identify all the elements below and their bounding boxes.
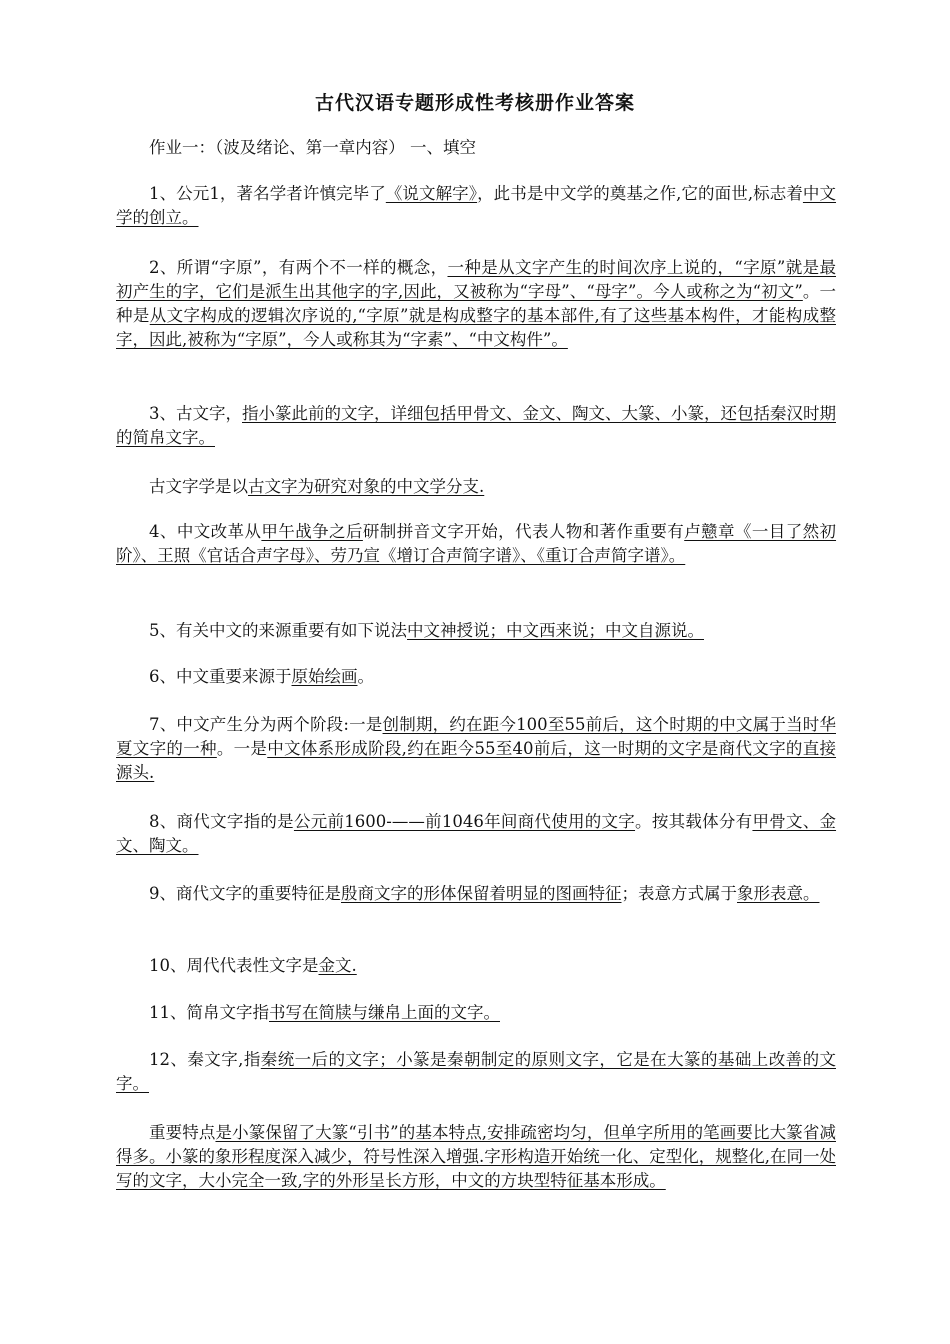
answer-text: 一种是从文字产生的时间次序上说的，“字原”就是最初产生的字，它们是派生出其他字的字,因此，又被称为“字母”、“母字”。今人或称之为“初文” bbox=[116, 258, 836, 301]
question-text: 9、商代文字的重要特征是 bbox=[149, 884, 341, 903]
question-text: 2、所谓“字原”，有两个不一样的概念， bbox=[149, 258, 448, 277]
answer-text: 甲骨文、金文、陶文。 bbox=[116, 812, 837, 855]
answer-text: 《说文解字》 bbox=[385, 184, 478, 203]
answer-text: 公元前1600-——前1046年间商代使用的文字 bbox=[293, 812, 636, 831]
question-11 bbox=[116, 1001, 836, 1025]
question-10 bbox=[116, 954, 836, 978]
answer-text: 中文学的创立。 bbox=[116, 184, 837, 227]
question-text: 。按其载体分有 bbox=[635, 812, 753, 831]
question-text: 重要特点 bbox=[149, 1123, 216, 1142]
answer-text: 原始绘画 bbox=[291, 667, 358, 686]
question-8 bbox=[116, 810, 836, 858]
answer-text: 象形表意。 bbox=[737, 884, 820, 903]
answer-text: 殷商文字的形体保留着明显的图画特征 bbox=[341, 884, 622, 903]
section-heading bbox=[116, 136, 836, 160]
key-features bbox=[116, 1121, 836, 1193]
question-7 bbox=[116, 713, 836, 785]
question-text: 。一是 bbox=[216, 739, 268, 758]
question-2 bbox=[116, 256, 836, 352]
answer-text: 古文字为研究对象的中文学分支. bbox=[248, 477, 485, 496]
answer-text: 卢戆章《一目了然初阶》、王照《官话合声字母》、劳乃宣《增订合声简字谱》、《重订合声简字谱》。 bbox=[116, 522, 837, 565]
question-text: 4、中文改革从 bbox=[149, 522, 262, 541]
answer-text: 从文字构成的逻辑次序说的,“字原”就是构成整字的基本部件,有了这些基本构件，才能构成整字，因此,被称为“字原”，今人或称其为“字素”、“中文构件”。 bbox=[116, 306, 836, 349]
question-text: 。一种是 bbox=[116, 282, 837, 325]
question-text: 5、有关中文的来源重要有如下说法 bbox=[149, 621, 407, 640]
question-text: 3、古文字， bbox=[149, 404, 242, 423]
question-6 bbox=[116, 665, 836, 689]
question-1 bbox=[116, 182, 836, 230]
question-text: 11、简帛文字指 bbox=[149, 1003, 269, 1022]
question-text: 6、中文重要来源于 bbox=[149, 667, 292, 686]
question-text: 古文字学是以 bbox=[149, 477, 248, 496]
question-12 bbox=[116, 1048, 836, 1096]
question-text: 7、中文产生分为两个阶段:一是 bbox=[149, 715, 383, 734]
question-4 bbox=[116, 520, 836, 568]
paleography-definition bbox=[116, 475, 836, 499]
question-text: 8、商代文字指的是 bbox=[149, 812, 294, 831]
question-9 bbox=[116, 882, 836, 906]
answer-text: 书写在简牍与缣帛上面的文字。 bbox=[269, 1003, 500, 1022]
answer-text: 指小篆此前的文字，详细包括甲骨文、金文、陶文、大篆、小篆，还包括秦汉时期的简帛文字。 bbox=[116, 404, 836, 447]
question-text: 10、周代代表性文字是 bbox=[149, 956, 319, 975]
question-3 bbox=[116, 402, 836, 450]
answer-text: 是小篆保留了大篆“引书”的基本特点,安排疏密均匀，但单字所用的笔画要比大篆省减得多。小篆的象形程度深入减少，符号性深入增强.字形构造开始统一化、定型化，规整化,在同一处写的文字，大小完全一致,字的外形呈长方形，中文的方块型特征基本形成。 bbox=[116, 1123, 836, 1190]
question-text: ，此书是中文学的奠基之作,它的面世,标志着 bbox=[477, 184, 803, 203]
document-title: 古代汉语专题形成性考核册作业答案 bbox=[314, 92, 635, 114]
question-text: 1、公元1，著名学者许慎完毕了 bbox=[149, 184, 386, 203]
answer-text: 中文神授说；中文西来说；中文自源说。 bbox=[407, 621, 704, 640]
question-text: 12、秦文字,指 bbox=[149, 1050, 261, 1069]
question-5 bbox=[116, 619, 836, 643]
question-text: 研制拼音文字开始，代表人物和著作重要有 bbox=[362, 522, 685, 541]
answer-text: 金文. bbox=[318, 956, 357, 975]
answer-text: 中文体系形成阶段,约在距今55至40前后，这一时期的文字是商代文字的直接源头. bbox=[116, 739, 837, 782]
question-text: ；表意方式属于 bbox=[621, 884, 737, 903]
question-text: 作业一：（波及绪论、第一章内容） 一、填空 bbox=[149, 138, 476, 157]
answer-text: 创制期，约在距今100至55前后，这个时期的中文属于当时华夏文字的一种 bbox=[116, 715, 836, 758]
answer-text: 甲午战争之后 bbox=[261, 522, 363, 541]
question-text: 。 bbox=[357, 667, 374, 686]
answer-text: 秦统一后的文字；小篆是秦朝制定的原则文字，它是在大篆的基础上改善的文字。 bbox=[116, 1050, 836, 1093]
